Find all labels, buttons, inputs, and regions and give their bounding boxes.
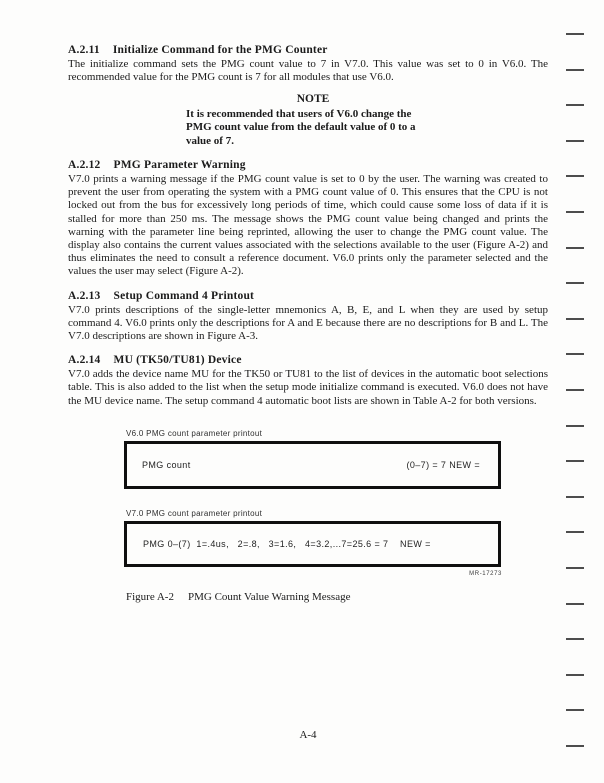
printout-v70-text: PMG 0–(7) 1=.4us, 2=.8, 3=1.6, 4=3.2,...7=25.6 = 7 NEW = [143,539,431,549]
note-line: PMG count value from the default value of 0 to a [186,121,416,134]
section-title: MU (TK50/TU81) Device [113,354,242,367]
section-body-a212: V7.0 prints a warning message if the PMG count value is set to 0 by the user. The warning was created to prevent the user from operating the system with a PMG count value of 0. This ensures that the CPU is not locked out from the bus for excessively long periods of time, which could cause some loss of data if it is stalled for more than 250 ms. The message shows the PMG count value being changed and prints the warning with the parameter line being reprinted, allowing the user to change the PMG count value. The display also contains the current values associated with the selections available to the user (Figure A-2) and thus eliminates the need to consult a reference document. V6.0 prints only the parameter selected and the values the user may select (Figure A-2). [68,173,548,278]
edge-dash-mark [566,175,584,177]
note-block [186,93,440,148]
section-heading-a213 [68,290,548,302]
printout-box-v70 [124,521,501,567]
edge-dash-mark [566,531,584,533]
edge-dash-mark [566,247,584,249]
edge-dash-mark [566,282,584,284]
edge-dash-mark [566,496,584,498]
note-line: It is recommended that users of V6.0 change the [186,107,412,120]
printout-v60-right-text: (0–7) = 7 NEW = [406,460,480,470]
section-number: A.2.11 [68,44,100,56]
text-column [68,44,548,408]
figure-caption-label: Figure A-2 [126,591,174,603]
section-title: Setup Command 4 Printout [113,289,255,302]
edge-dash-mark [566,33,584,35]
section-body-a213: V7.0 prints descriptions of the single-letter mnemonics A, B, E, and L when they are used by setup command 4. V6.0 prints only the descriptions for A and E because there are no descriptions for B and L. The V7.0 descriptions are shown in Figure A-3. [68,303,548,343]
printout-v60-left-text: PMG count [142,460,191,470]
edge-dash-mark [566,104,584,106]
edge-dash-mark [566,709,584,711]
edge-dash-mark [566,140,584,142]
edge-dash-mark [566,425,584,427]
printout-box-v60 [124,441,501,489]
section-number: A.2.14 [68,354,101,367]
edge-dash-mark [566,745,584,747]
edge-dash-mark [566,69,584,71]
page-number: A-4 [299,729,317,741]
section-number: A.2.12 [68,159,101,172]
section-body-a214: V7.0 adds the device name MU for the TK50 or TU81 to the list of devices in the automatic boot selections table. This is also added to the list when the setup mode initialize command is executed. V6.0 does not have the MU device name. The setup command 4 automatic boot lists are shown in Table A-2 for both versions. [68,368,548,407]
figure-label-v70: V7.0 PMG count parameter printout [126,509,263,518]
note-title: NOTE [296,93,330,106]
edge-dash-mark [566,353,584,355]
section-heading-a212 [68,159,548,171]
figure-caption [126,591,350,603]
edge-dash-mark [566,460,584,462]
figure-caption-text: PMG Count Value Warning Message [187,591,351,603]
edge-dash-mark [566,389,584,391]
section-number: A.2.13 [68,289,101,302]
note-line: value of 7. [186,134,234,147]
edge-dash-mark [566,567,584,569]
section-title: PMG Parameter Warning [113,159,246,172]
edge-dash-mark [566,603,584,605]
edge-dash-mark [566,638,584,640]
edge-dash-mark [566,674,584,676]
figure-label-v60: V6.0 PMG count parameter printout [126,429,263,438]
section-title: Initialize Command for the PMG Counter [112,44,328,56]
section-body-a211: The initialize command sets the PMG count value to 7 in V7.0. This value was set to 0 in V6.0. The recommended value for the PMG count is 7 for all modules that use V6.0. [68,58,548,84]
section-heading-a211 [68,44,548,56]
figure-mr-number: MR-17273 [469,571,502,577]
edge-dash-mark [566,211,584,213]
section-heading-a214 [68,354,548,366]
edge-dash-mark [566,318,584,320]
